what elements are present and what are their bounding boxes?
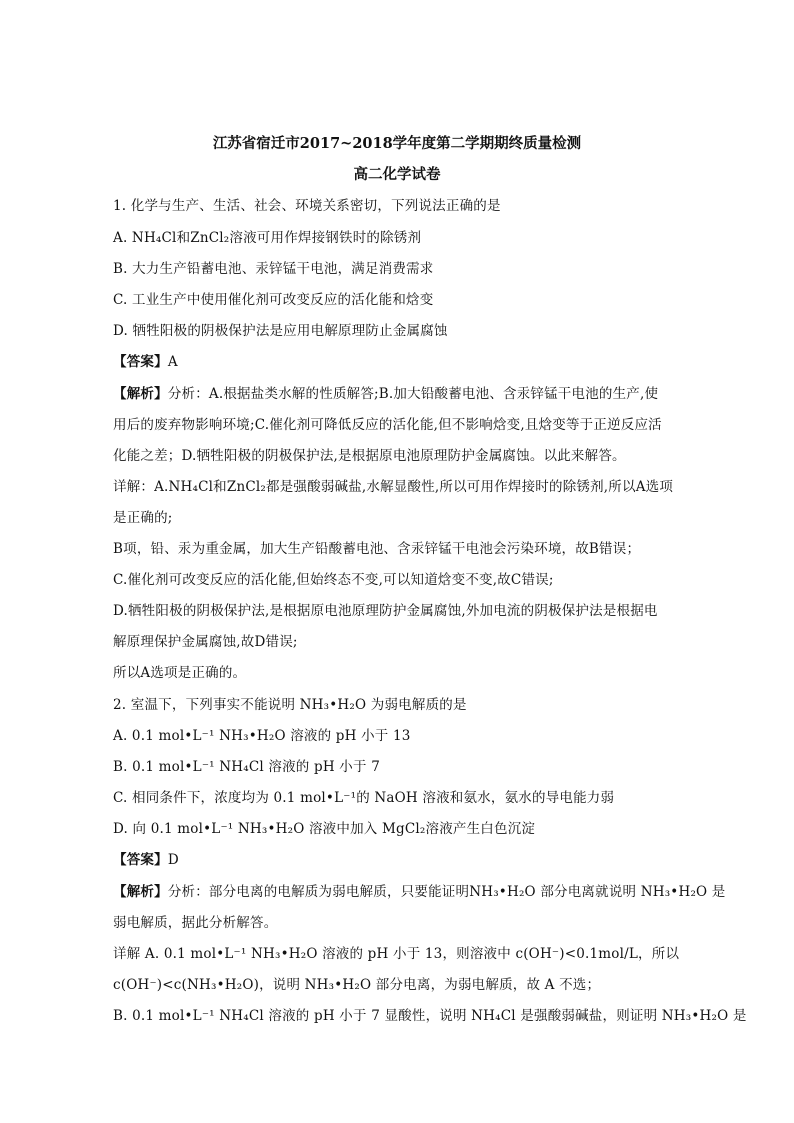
q2-stem: 2. 室温下，下列事实不能说明 NH₃•H₂O 为弱电解质的是 xyxy=(113,697,467,713)
q1-analysis-line-2: 用后的废弃物影响环境;C.催化剂可降低反应的活化能,但不影响焓变,且焓变等于正逆反应活 xyxy=(113,417,662,433)
q1-detail-line-5: D.牺牲阳极的阴极保护法,是根据原电池原理防护金属腐蚀,外加电流的阴极保护法是根据电 xyxy=(113,603,658,619)
q1-analysis-label: 【解析】 xyxy=(113,386,168,402)
q2-option-b: B. 0.1 mol•L⁻¹ NH₄Cl 溶液的 pH 小于 7 xyxy=(113,759,380,775)
q1-answer-label: 【答案】 xyxy=(113,354,168,370)
q2-answer-label: 【答案】 xyxy=(113,852,168,868)
q2-detail-line-1: 详解 A. 0.1 mol•L⁻¹ NH₃•H₂O 溶液的 pH 小于 13，则溶液中 c(OH⁻)<0.1mol/L，所以 xyxy=(113,946,680,962)
q1-detail-line-1: 详解：A.NH₄Cl和ZnCl₂都是强酸弱碱盐,水解显酸性,所以可用作焊接时的除锈剂,所以A选项 xyxy=(113,479,674,495)
q1-detail-line-3: B项，铅、汞为重金属，加大生产铅酸蓄电池、含汞锌锰干电池会污染环境，故B错误； xyxy=(113,541,641,557)
q2-analysis-line-1 xyxy=(113,883,726,901)
q1-detail-line-4: C.催化剂可改变反应的活化能,但始终态不变,可以知道焓变不变,故C错误; xyxy=(113,572,554,588)
q1-option-a: A. NH₄Cl和ZnCl₂溶液可用作焊接钢铁时的除锈剂 xyxy=(113,230,422,246)
q2-detail-line-3: B. 0.1 mol•L⁻¹ NH₄Cl 溶液的 pH 小于 7 显酸性，说明 NH₄Cl 是强酸弱碱盐，则证明 NH₃•H₂O 是 xyxy=(113,1008,747,1024)
q1-detail-line-6: 解原理保护金属腐蚀,故D错误; xyxy=(113,634,298,650)
q2-option-c: C. 相同条件下，浓度均为 0.1 mol•L⁻¹的 NaOH 溶液和氨水，氨水的导电能力弱 xyxy=(113,790,615,806)
q1-analysis-line-3: 化能之差；D.牺牲阳极的阴极保护法,是根据原电池原理防护金属腐蚀。以此来解答。 xyxy=(113,448,626,464)
q1-analysis-line-1 xyxy=(113,385,658,403)
q2-detail-line-2: c(OH⁻)<c(NH₃•H₂O)，说明 NH₃•H₂O 部分电离，为弱电解质，故 A 不选； xyxy=(113,977,601,993)
document-title: 江苏省宿迁市2017~2018学年度第二学期期终质量检测 xyxy=(212,135,582,152)
q1-analysis-text-1: 分析：A.根据盐类水解的性质解答;B.加大铅酸蓄电池、含汞锌锰干电池的生产,使 xyxy=(167,386,659,402)
q1-detail-line-2: 是正确的; xyxy=(113,510,173,526)
q1-option-c: C. 工业生产中使用催化剂可改变反应的活化能和焓变 xyxy=(113,292,434,308)
q1-option-d: D. 牺牲阳极的阴极保护法是应用电解原理防止金属腐蚀 xyxy=(113,323,448,339)
q1-answer-value: A xyxy=(167,354,178,370)
q2-analysis-label: 【解析】 xyxy=(113,884,168,900)
q1-stem: 1. 化学与生产、生活、社会、环境关系密切，下列说法正确的是 xyxy=(113,198,501,214)
q1-option-b: B. 大力生产铅蓄电池、汞锌锰干电池，满足消费需求 xyxy=(113,261,434,277)
q2-option-d: D. 向 0.1 mol•L⁻¹ NH₃•H₂O 溶液中加入 MgCl₂溶液产生白色沉淀 xyxy=(113,821,536,837)
q2-option-a: A. 0.1 mol•L⁻¹ NH₃•H₂O 溶液的 pH 小于 13 xyxy=(113,728,411,744)
q2-answer xyxy=(113,851,179,869)
q1-answer xyxy=(113,353,178,371)
q2-analysis-line-2: 弱电解质，据此分析解答。 xyxy=(113,915,278,931)
document-subtitle: 高二化学试卷 xyxy=(353,166,441,183)
q1-detail-line-7: 所以A选项是正确的。 xyxy=(113,665,247,681)
q2-analysis-text-1: 分析：部分电离的电解质为弱电解质，只要能证明NH₃•H₂O 部分电离就说明 NH₃•H₂O 是 xyxy=(167,884,726,900)
q2-answer-value: D xyxy=(167,852,179,868)
